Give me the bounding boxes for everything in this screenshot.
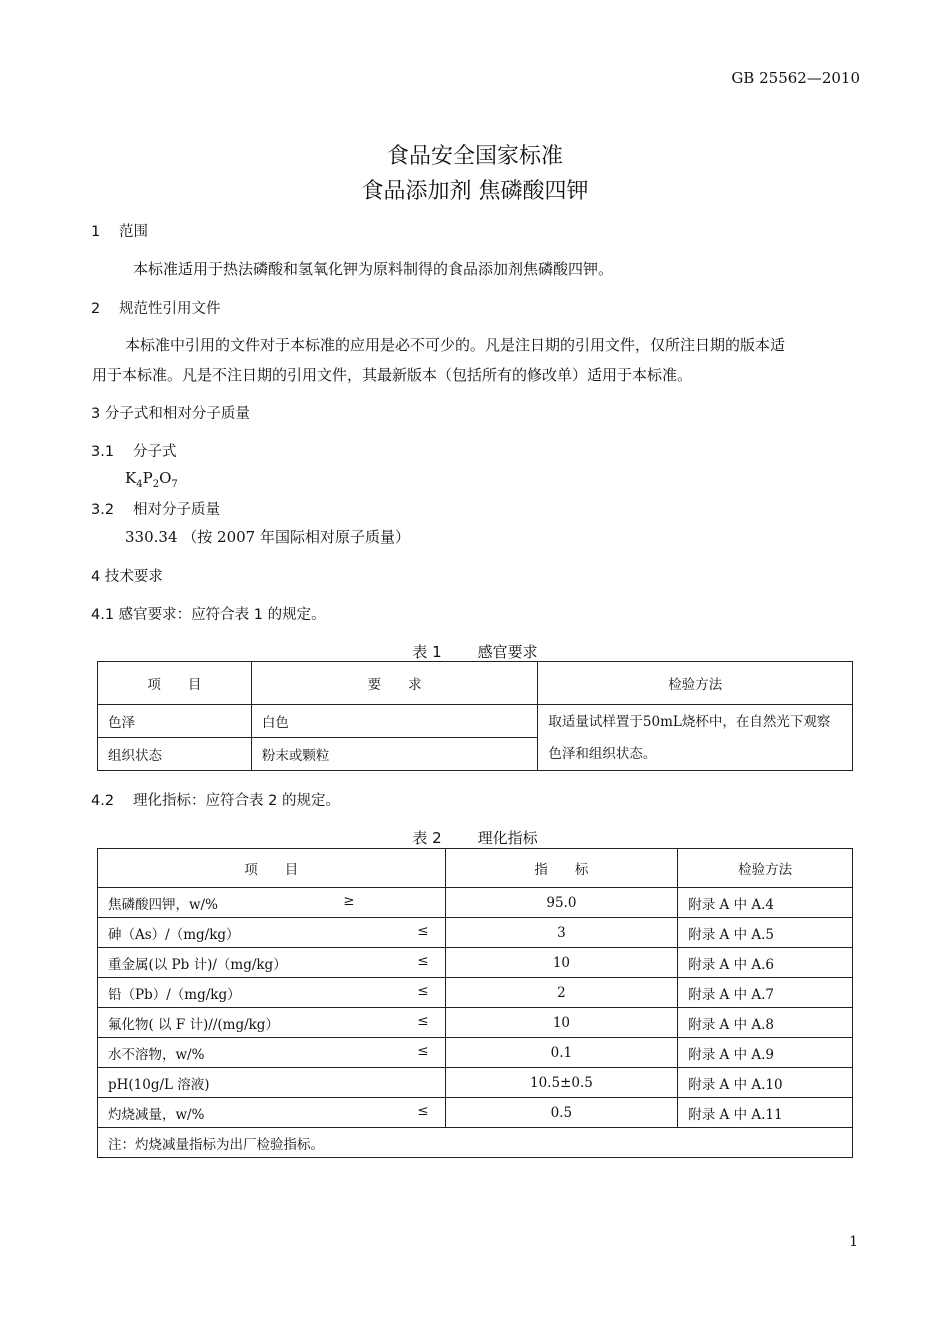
- section-number: 3: [91, 406, 101, 422]
- scope-paragraph: 本标准适用于热法磷酸和氢氧化钾为原料制得的食品添加剂焦磷酸四钾。: [133, 260, 614, 278]
- section-title: 相对分子质量: [133, 502, 220, 518]
- section-title: 分子式和相对分子质量: [104, 406, 250, 422]
- section-title: 规范性引用文件: [119, 301, 221, 317]
- value-cell: 3: [445, 918, 678, 948]
- value-cell: 0.1: [445, 1038, 678, 1068]
- table-row: [98, 1068, 853, 1098]
- method-cell: 附录 A 中 A.10: [678, 1068, 853, 1098]
- section-2-heading: [91, 297, 221, 318]
- section-number: 3.1: [91, 444, 115, 460]
- header-method: 检验方法: [678, 849, 853, 888]
- method-cell: 附录 A 中 A.4: [678, 888, 853, 918]
- section-number: 3.2: [91, 502, 115, 518]
- item-cell: 焦磷酸四钾，w/% ≥: [98, 888, 446, 918]
- value-cell: 2: [445, 978, 678, 1008]
- table-row: [98, 948, 853, 978]
- section-text: 理化指标：应符合表 2 的规定。: [133, 793, 340, 809]
- table-note-row: [98, 1128, 853, 1158]
- normative-paragraph-line-2: 用于本标准。凡是不注日期的引用文件，其最新版本（包括所有的修改单）适用于本标准。: [92, 366, 693, 384]
- value-cell: 95.0: [445, 888, 678, 918]
- molecular-formula: $K_4P_2O_7$: [125, 469, 178, 490]
- method-cell: 附录 A 中 A.7: [678, 978, 853, 1008]
- section-4-heading: [91, 565, 163, 586]
- page-number: 1: [849, 1234, 858, 1250]
- table-header-row: [98, 662, 853, 705]
- method-cell: 附录 A 中 A.5: [678, 918, 853, 948]
- header-requirement: 要 求: [251, 662, 538, 705]
- section-number: 2: [91, 301, 101, 317]
- section-1-heading: [91, 220, 148, 241]
- method-cell: 附录 A 中 A.9: [678, 1038, 853, 1068]
- section-title: 分子式: [133, 444, 177, 460]
- section-3-2-heading: [91, 498, 220, 519]
- section-3-heading: [91, 402, 250, 423]
- table-2-caption: 表 2 理化指标: [412, 829, 538, 847]
- item-cell: 砷（As）/（mg/kg） ≤: [98, 918, 446, 948]
- header-method: 检验方法: [538, 662, 853, 705]
- section-number: 4.2: [91, 793, 115, 809]
- section-title: 范围: [119, 224, 148, 240]
- table-row: [98, 918, 853, 948]
- physicochemical-table: [97, 848, 853, 1158]
- section-number: 1: [91, 224, 101, 240]
- item-cell: 氟化物( 以 F 计)//(mg/kg） ≤: [98, 1008, 446, 1038]
- table-row: [98, 705, 853, 738]
- sensory-requirements-table: [97, 661, 853, 771]
- table-row: [98, 1098, 853, 1128]
- method-cell: 附录 A 中 A.8: [678, 1008, 853, 1038]
- document-title: 食品安全国家标准: [386, 144, 563, 169]
- item-cell: 组织状态: [98, 738, 252, 771]
- value-cell: 0.5: [445, 1098, 678, 1128]
- item-cell: 色泽: [98, 705, 252, 738]
- item-cell: 重金属(以 Pb 计)/（mg/kg） ≤: [98, 948, 446, 978]
- item-cell: 灼烧减量，w/% ≤: [98, 1098, 446, 1128]
- table-row: [98, 978, 853, 1008]
- molecular-mass: 330.34 （按 2007 年国际相对原子质量）: [125, 528, 410, 546]
- section-4-2-text: [91, 789, 340, 810]
- method-cell: 附录 A 中 A.11: [678, 1098, 853, 1128]
- requirement-cell: 白色: [251, 705, 538, 738]
- table-row: [98, 1008, 853, 1038]
- section-title: 技术要求: [104, 569, 163, 585]
- header-item: 项 目: [98, 849, 446, 888]
- method-cell: 附录 A 中 A.6: [678, 948, 853, 978]
- section-3-1-heading: [91, 440, 177, 461]
- item-cell: 铅（Pb）/（mg/kg） ≤: [98, 978, 446, 1008]
- value-cell: 10: [445, 1008, 678, 1038]
- header-item: 项 目: [98, 662, 252, 705]
- value-cell: 10.5±0.5: [445, 1068, 678, 1098]
- method-cell: 取适量试样置于50mL烧杯中，在自然光下观察色泽和组织状态。: [538, 705, 853, 771]
- section-4-1-text: 4.1 感官要求：应符合表 1 的规定。: [91, 607, 326, 623]
- table-row: [98, 1038, 853, 1068]
- value-cell: 10: [445, 948, 678, 978]
- table-header-row: [98, 849, 853, 888]
- header-indicator: 指 标: [445, 849, 678, 888]
- section-number: 4: [91, 569, 101, 585]
- requirement-cell: 粉末或颗粒: [251, 738, 538, 771]
- item-cell: pH(10g/L 溶液): [98, 1068, 446, 1098]
- table-row: [98, 888, 853, 918]
- standard-number: GB 25562—2010: [731, 69, 860, 87]
- item-cell: 水不溶物，w/% ≤: [98, 1038, 446, 1068]
- document-subtitle: 食品添加剂 焦磷酸四钾: [361, 179, 589, 204]
- table-note: 注：灼烧减量指标为出厂检验指标。: [98, 1128, 853, 1158]
- normative-paragraph-line-1: 本标准中引用的文件对于本标准的应用是必不可少的。凡是注日期的引用文件，仅所注日期的版本适: [125, 336, 786, 354]
- table-1-caption: 表 1 感官要求: [412, 643, 538, 661]
